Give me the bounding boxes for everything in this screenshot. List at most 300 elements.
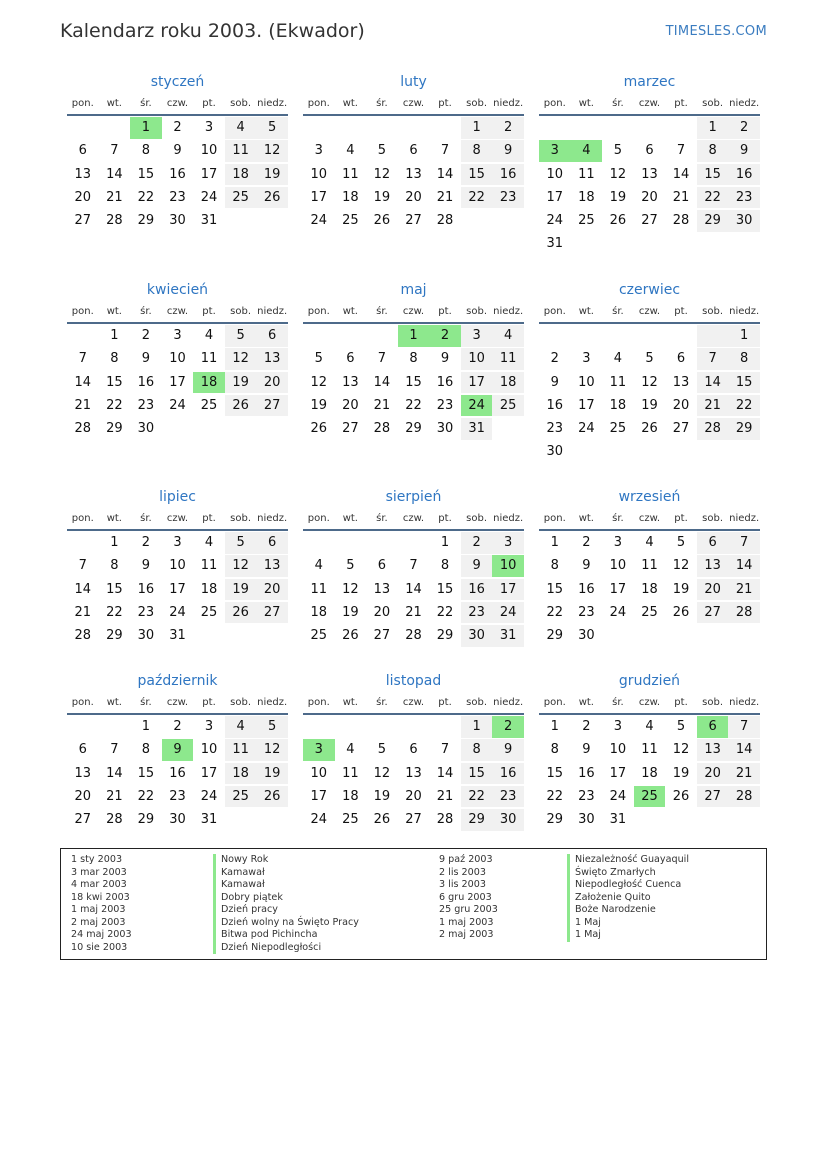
day-cell: 23 — [461, 602, 493, 624]
week-row — [67, 578, 288, 601]
day-cell: 29 — [461, 809, 493, 831]
day-cell: 9 — [492, 739, 524, 761]
week-row — [539, 624, 760, 647]
weekday-label: wt. — [106, 306, 122, 317]
day-cell: 11 — [200, 558, 218, 574]
weekday-label: pt. — [438, 513, 452, 524]
day-cell: 30 — [546, 444, 564, 460]
day-cell: 10 — [492, 555, 524, 577]
month-calendar — [539, 278, 760, 464]
weekday-label: wt. — [578, 513, 594, 524]
day-cell — [697, 625, 729, 647]
day-cell — [571, 233, 603, 255]
week-row — [539, 715, 760, 738]
day-cell: 5 — [225, 325, 257, 347]
day-cell: 5 — [377, 742, 387, 758]
day-cell: 24 — [200, 189, 218, 205]
day-cell: 28 — [728, 786, 760, 808]
day-cell: 14 — [106, 166, 123, 182]
day-cell: 30 — [137, 628, 155, 644]
day-cell: 24 — [169, 397, 186, 413]
day-cell: 14 — [436, 765, 454, 781]
day-cell: 3 — [613, 535, 623, 550]
day-cell: 6 — [78, 742, 87, 758]
weekday-label: wt. — [106, 697, 122, 708]
week-row — [67, 785, 288, 808]
day-cell: 18 — [641, 765, 658, 781]
day-cell: 14 — [74, 374, 92, 390]
day-cell: 16 — [169, 166, 186, 182]
day-cell: 21 — [672, 189, 690, 205]
day-cell — [634, 441, 666, 463]
weekday-label: śr. — [140, 98, 152, 109]
month-calendar — [539, 669, 760, 831]
day-cell: 6 — [409, 143, 418, 159]
day-cell: 30 — [492, 809, 524, 831]
day-cell: 30 — [169, 812, 186, 828]
day-cell: 5 — [613, 143, 623, 159]
week-row — [303, 116, 524, 139]
day-cell: 7 — [728, 716, 760, 738]
day-cell: 7 — [110, 143, 119, 159]
day-cell: 5 — [346, 558, 355, 574]
day-cell — [728, 625, 760, 647]
day-cell — [256, 210, 288, 232]
day-cell — [492, 210, 524, 232]
weekday-label: pt. — [438, 306, 452, 317]
day-cell: 8 — [728, 348, 760, 370]
day-cell: 13 — [256, 555, 288, 577]
day-cell: 25 — [641, 604, 658, 620]
day-cell: 4 — [346, 143, 355, 159]
site-link[interactable]: TIMESLES.COM — [665, 24, 767, 39]
day-cell: 26 — [225, 395, 257, 417]
holidays-list — [60, 848, 767, 960]
day-cell: 29 — [546, 812, 564, 828]
weekday-label: sob. — [230, 697, 252, 708]
day-cell: 20 — [373, 604, 391, 620]
day-cell: 24 — [310, 812, 328, 828]
day-cell: 14 — [74, 581, 92, 597]
week-row — [303, 394, 524, 417]
day-cell: 1 — [130, 117, 162, 139]
day-cell: 20 — [342, 397, 359, 413]
day-cell: 19 — [672, 765, 690, 781]
weekday-label: wt. — [342, 697, 358, 708]
month-name: sierpień — [385, 489, 442, 505]
weekday-header — [539, 693, 760, 715]
day-cell: 27 — [256, 395, 288, 417]
day-cell: 9 — [492, 140, 524, 162]
day-cell — [665, 233, 697, 255]
day-cell: 11 — [200, 351, 218, 367]
day-cell: 30 — [436, 421, 454, 437]
day-cell — [665, 325, 697, 347]
day-cell: 28 — [697, 418, 729, 440]
day-cell: 7 — [78, 558, 87, 574]
week-row — [539, 139, 760, 162]
holiday-date: 2 lis 2003 — [439, 866, 486, 878]
day-cell: 25 — [225, 786, 257, 808]
day-cell: 14 — [728, 555, 760, 577]
week-row — [67, 371, 288, 394]
day-cell: 15 — [728, 372, 760, 394]
day-cell: 18 — [609, 397, 627, 413]
day-cell: 26 — [641, 421, 658, 437]
day-cell: 23 — [169, 788, 186, 804]
day-cell: 6 — [676, 351, 686, 367]
day-cell: 22 — [405, 397, 422, 413]
weekday-label: wt. — [342, 306, 358, 317]
day-cell: 8 — [461, 140, 493, 162]
weekday-header — [539, 302, 760, 324]
day-cell: 13 — [672, 374, 690, 390]
month-calendar — [67, 669, 288, 831]
day-cell: 12 — [310, 374, 328, 390]
day-cell: 18 — [193, 372, 225, 394]
day-cell: 31 — [492, 625, 524, 647]
day-cell: 17 — [310, 189, 328, 205]
holiday-date: 1 maj 2003 — [439, 916, 494, 928]
weekday-label: niedz. — [493, 98, 524, 109]
week-row — [67, 762, 288, 785]
day-cell: 15 — [461, 763, 493, 785]
day-cell: 5 — [645, 351, 654, 367]
weekday-label: niedz. — [729, 306, 760, 317]
week-row — [303, 554, 524, 577]
day-cell: 26 — [256, 187, 288, 209]
day-cell — [697, 809, 729, 831]
day-cell — [634, 809, 666, 831]
month-calendar — [303, 485, 524, 647]
day-cell: 16 — [492, 164, 524, 186]
week-row — [67, 738, 288, 761]
day-cell: 15 — [137, 765, 155, 781]
day-cell: 13 — [641, 166, 658, 182]
weekday-label: czw. — [166, 697, 189, 708]
week-row — [303, 186, 524, 209]
holiday-dates-left — [71, 854, 132, 954]
day-cell: 14 — [728, 739, 760, 761]
day-cell: 24 — [609, 604, 627, 620]
day-cell: 25 — [310, 628, 328, 644]
weekday-label: śr. — [376, 697, 388, 708]
day-cell — [634, 325, 666, 347]
week-row — [67, 715, 288, 738]
day-cell: 14 — [106, 765, 123, 781]
holiday-name: Święto Zmarłych — [567, 867, 689, 880]
weekday-header — [303, 509, 524, 531]
day-cell — [335, 117, 367, 139]
week-row — [67, 139, 288, 162]
day-cell — [665, 441, 697, 463]
weekday-label: czw. — [402, 513, 425, 524]
holiday-date: 4 mar 2003 — [71, 879, 127, 890]
week-row — [67, 116, 288, 139]
day-cell: 16 — [728, 164, 760, 186]
week-row — [539, 116, 760, 139]
weekday-label: sob. — [230, 513, 252, 524]
day-cell: 18 — [578, 189, 595, 205]
day-cell: 9 — [141, 351, 151, 367]
day-cell: 27 — [373, 628, 391, 644]
day-cell: 22 — [461, 187, 493, 209]
day-cell: 21 — [106, 788, 123, 804]
day-cell — [398, 117, 430, 139]
day-cell: 14 — [672, 166, 690, 182]
day-cell: 19 — [256, 763, 288, 785]
day-cell: 4 — [204, 328, 214, 343]
day-cell: 18 — [200, 581, 218, 597]
day-cell: 13 — [405, 765, 422, 781]
month-name: lipiec — [159, 489, 196, 505]
weekday-label: sob. — [466, 306, 488, 317]
month-calendar — [303, 278, 524, 440]
day-cell: 8 — [141, 143, 151, 159]
day-cell: 26 — [609, 213, 627, 229]
month-name: marzec — [623, 74, 676, 90]
day-cell: 28 — [436, 213, 454, 229]
day-cell: 10 — [200, 742, 218, 758]
weekday-label: pt. — [202, 513, 216, 524]
day-cell: 27 — [672, 421, 690, 437]
day-cell: 27 — [256, 602, 288, 624]
day-cell: 1 — [728, 325, 760, 347]
day-cell: 27 — [697, 786, 729, 808]
weekday-label: niedz. — [257, 697, 288, 708]
day-cell: 24 — [461, 395, 493, 417]
day-cell: 19 — [641, 397, 658, 413]
day-cell: 8 — [141, 742, 151, 758]
day-cell: 23 — [492, 187, 524, 209]
day-cell: 12 — [373, 765, 391, 781]
day-cell: 18 — [225, 763, 257, 785]
day-cell: 10 — [169, 351, 186, 367]
holiday-date: 9 paź 2003 — [439, 854, 493, 865]
day-cell: 30 — [461, 625, 493, 647]
day-cell: 23 — [436, 397, 454, 413]
holiday-name: Niezależność Guayaquil — [567, 854, 689, 867]
day-cell — [665, 625, 697, 647]
day-cell: 4 — [571, 140, 603, 162]
day-cell: 22 — [436, 604, 454, 620]
weekday-label: śr. — [140, 513, 152, 524]
day-cell: 12 — [373, 166, 391, 182]
day-cell: 5 — [314, 351, 323, 367]
day-cell: 25 — [342, 812, 359, 828]
day-cell — [634, 625, 666, 647]
day-cell — [303, 532, 335, 554]
day-cell: 1 — [550, 719, 559, 734]
month-name: październik — [137, 673, 218, 689]
day-cell: 11 — [641, 742, 658, 758]
holiday-date: 2 maj 2003 — [439, 929, 494, 940]
day-cell — [728, 441, 760, 463]
day-cell: 8 — [550, 742, 559, 758]
day-cell: 3 — [173, 328, 182, 343]
day-cell: 7 — [676, 143, 686, 159]
day-cell: 17 — [169, 374, 186, 390]
day-cell: 18 — [342, 788, 359, 804]
weekday-label: sob. — [230, 306, 252, 317]
day-cell — [634, 117, 666, 139]
day-cell: 1 — [440, 535, 450, 550]
week-row — [303, 417, 524, 440]
month-calendar — [539, 70, 760, 256]
day-cell: 29 — [137, 812, 155, 828]
day-cell: 19 — [225, 579, 257, 601]
day-cell: 31 — [609, 812, 627, 828]
day-cell: 11 — [578, 166, 595, 182]
day-cell: 11 — [310, 581, 328, 597]
day-cell: 25 — [342, 213, 359, 229]
weekday-label: pt. — [202, 697, 216, 708]
week-row — [303, 715, 524, 738]
day-cell: 1 — [461, 716, 493, 738]
day-cell: 19 — [373, 189, 391, 205]
day-cell: 21 — [436, 189, 454, 205]
day-cell — [571, 441, 603, 463]
week-row — [539, 371, 760, 394]
day-cell: 11 — [342, 166, 359, 182]
day-cell: 9 — [141, 558, 151, 574]
weekday-label: czw. — [166, 98, 189, 109]
day-cell: 16 — [546, 397, 564, 413]
holiday-name: Dobry piątek — [213, 892, 359, 905]
day-cell: 21 — [728, 579, 760, 601]
day-cell: 22 — [106, 397, 123, 413]
day-cell — [303, 325, 335, 347]
day-cell: 23 — [492, 786, 524, 808]
holiday-dates-right — [439, 854, 498, 942]
month-name: listopad — [385, 673, 442, 689]
weekday-label: pt. — [674, 513, 688, 524]
week-row — [303, 601, 524, 624]
day-cell: 26 — [342, 628, 359, 644]
day-cell — [67, 325, 99, 347]
day-cell: 31 — [200, 213, 218, 229]
day-cell: 5 — [676, 535, 686, 550]
day-cell: 2 — [141, 328, 151, 343]
day-cell: 12 — [672, 558, 690, 574]
holiday-date: 3 mar 2003 — [71, 866, 127, 878]
day-cell: 5 — [377, 143, 387, 159]
day-cell: 17 — [609, 765, 627, 781]
weekday-label: pon. — [543, 513, 566, 524]
day-cell: 9 — [162, 739, 194, 761]
day-cell: 1 — [398, 325, 430, 347]
weekday-label: pt. — [202, 306, 216, 317]
day-cell: 24 — [310, 213, 328, 229]
day-cell: 27 — [405, 213, 422, 229]
day-cell: 4 — [645, 535, 654, 550]
day-cell — [366, 325, 398, 347]
month-calendar — [539, 485, 760, 647]
day-cell: 24 — [546, 213, 564, 229]
weekday-label: pt. — [202, 98, 216, 109]
holiday-name: Założenie Quito — [567, 892, 689, 905]
weekday-label: pon. — [71, 513, 94, 524]
day-cell: 29 — [546, 628, 564, 644]
day-cell: 30 — [578, 812, 595, 828]
month-calendar — [67, 485, 288, 647]
day-cell: 15 — [405, 374, 422, 390]
weekday-label: pt. — [438, 98, 452, 109]
day-cell: 15 — [546, 581, 564, 597]
day-cell: 25 — [634, 786, 666, 808]
day-cell: 5 — [676, 719, 686, 734]
day-cell — [162, 418, 194, 440]
week-row — [539, 578, 760, 601]
day-cell: 4 — [645, 719, 654, 734]
day-cell: 4 — [613, 351, 623, 367]
week-row — [539, 417, 760, 440]
day-cell — [602, 325, 634, 347]
day-cell: 9 — [461, 555, 493, 577]
day-cell — [99, 716, 131, 738]
day-cell: 16 — [492, 763, 524, 785]
day-cell — [429, 117, 461, 139]
day-cell — [303, 716, 335, 738]
day-cell: 26 — [225, 602, 257, 624]
day-cell: 3 — [492, 532, 524, 554]
weekday-header — [303, 302, 524, 324]
day-cell: 3 — [303, 739, 335, 761]
week-row — [67, 808, 288, 831]
month-name: luty — [400, 74, 427, 90]
weekday-label: pt. — [674, 98, 688, 109]
week-row — [539, 394, 760, 417]
day-cell: 20 — [697, 763, 729, 785]
day-cell: 26 — [373, 213, 391, 229]
day-cell: 16 — [578, 581, 595, 597]
day-cell: 22 — [137, 788, 155, 804]
day-cell: 13 — [697, 555, 729, 577]
day-cell: 27 — [342, 421, 359, 437]
day-cell: 20 — [405, 788, 422, 804]
day-cell: 10 — [200, 143, 218, 159]
day-cell — [335, 325, 367, 347]
holiday-date: 2 maj 2003 — [71, 916, 126, 928]
weekday-header — [67, 693, 288, 715]
day-cell: 21 — [74, 604, 92, 620]
day-cell — [303, 117, 335, 139]
day-cell — [634, 233, 666, 255]
weekday-label: niedz. — [257, 513, 288, 524]
day-cell: 13 — [74, 166, 92, 182]
week-row — [539, 186, 760, 209]
holiday-date: 25 gru 2003 — [439, 904, 498, 915]
day-cell: 27 — [74, 213, 92, 229]
day-cell: 28 — [74, 628, 92, 644]
day-cell: 15 — [697, 164, 729, 186]
week-row — [539, 762, 760, 785]
day-cell: 10 — [578, 374, 595, 390]
holiday-date: 1 sty 2003 — [71, 854, 123, 865]
day-cell — [665, 117, 697, 139]
month-name: czerwiec — [618, 282, 681, 298]
weekday-label: czw. — [638, 98, 661, 109]
day-cell — [571, 325, 603, 347]
day-cell: 29 — [137, 213, 155, 229]
day-cell — [366, 117, 398, 139]
day-cell: 20 — [74, 788, 92, 804]
day-cell: 2 — [728, 117, 760, 139]
day-cell: 22 — [137, 189, 155, 205]
day-cell: 11 — [225, 140, 257, 162]
day-cell: 24 — [169, 604, 186, 620]
day-cell: 21 — [373, 397, 391, 413]
